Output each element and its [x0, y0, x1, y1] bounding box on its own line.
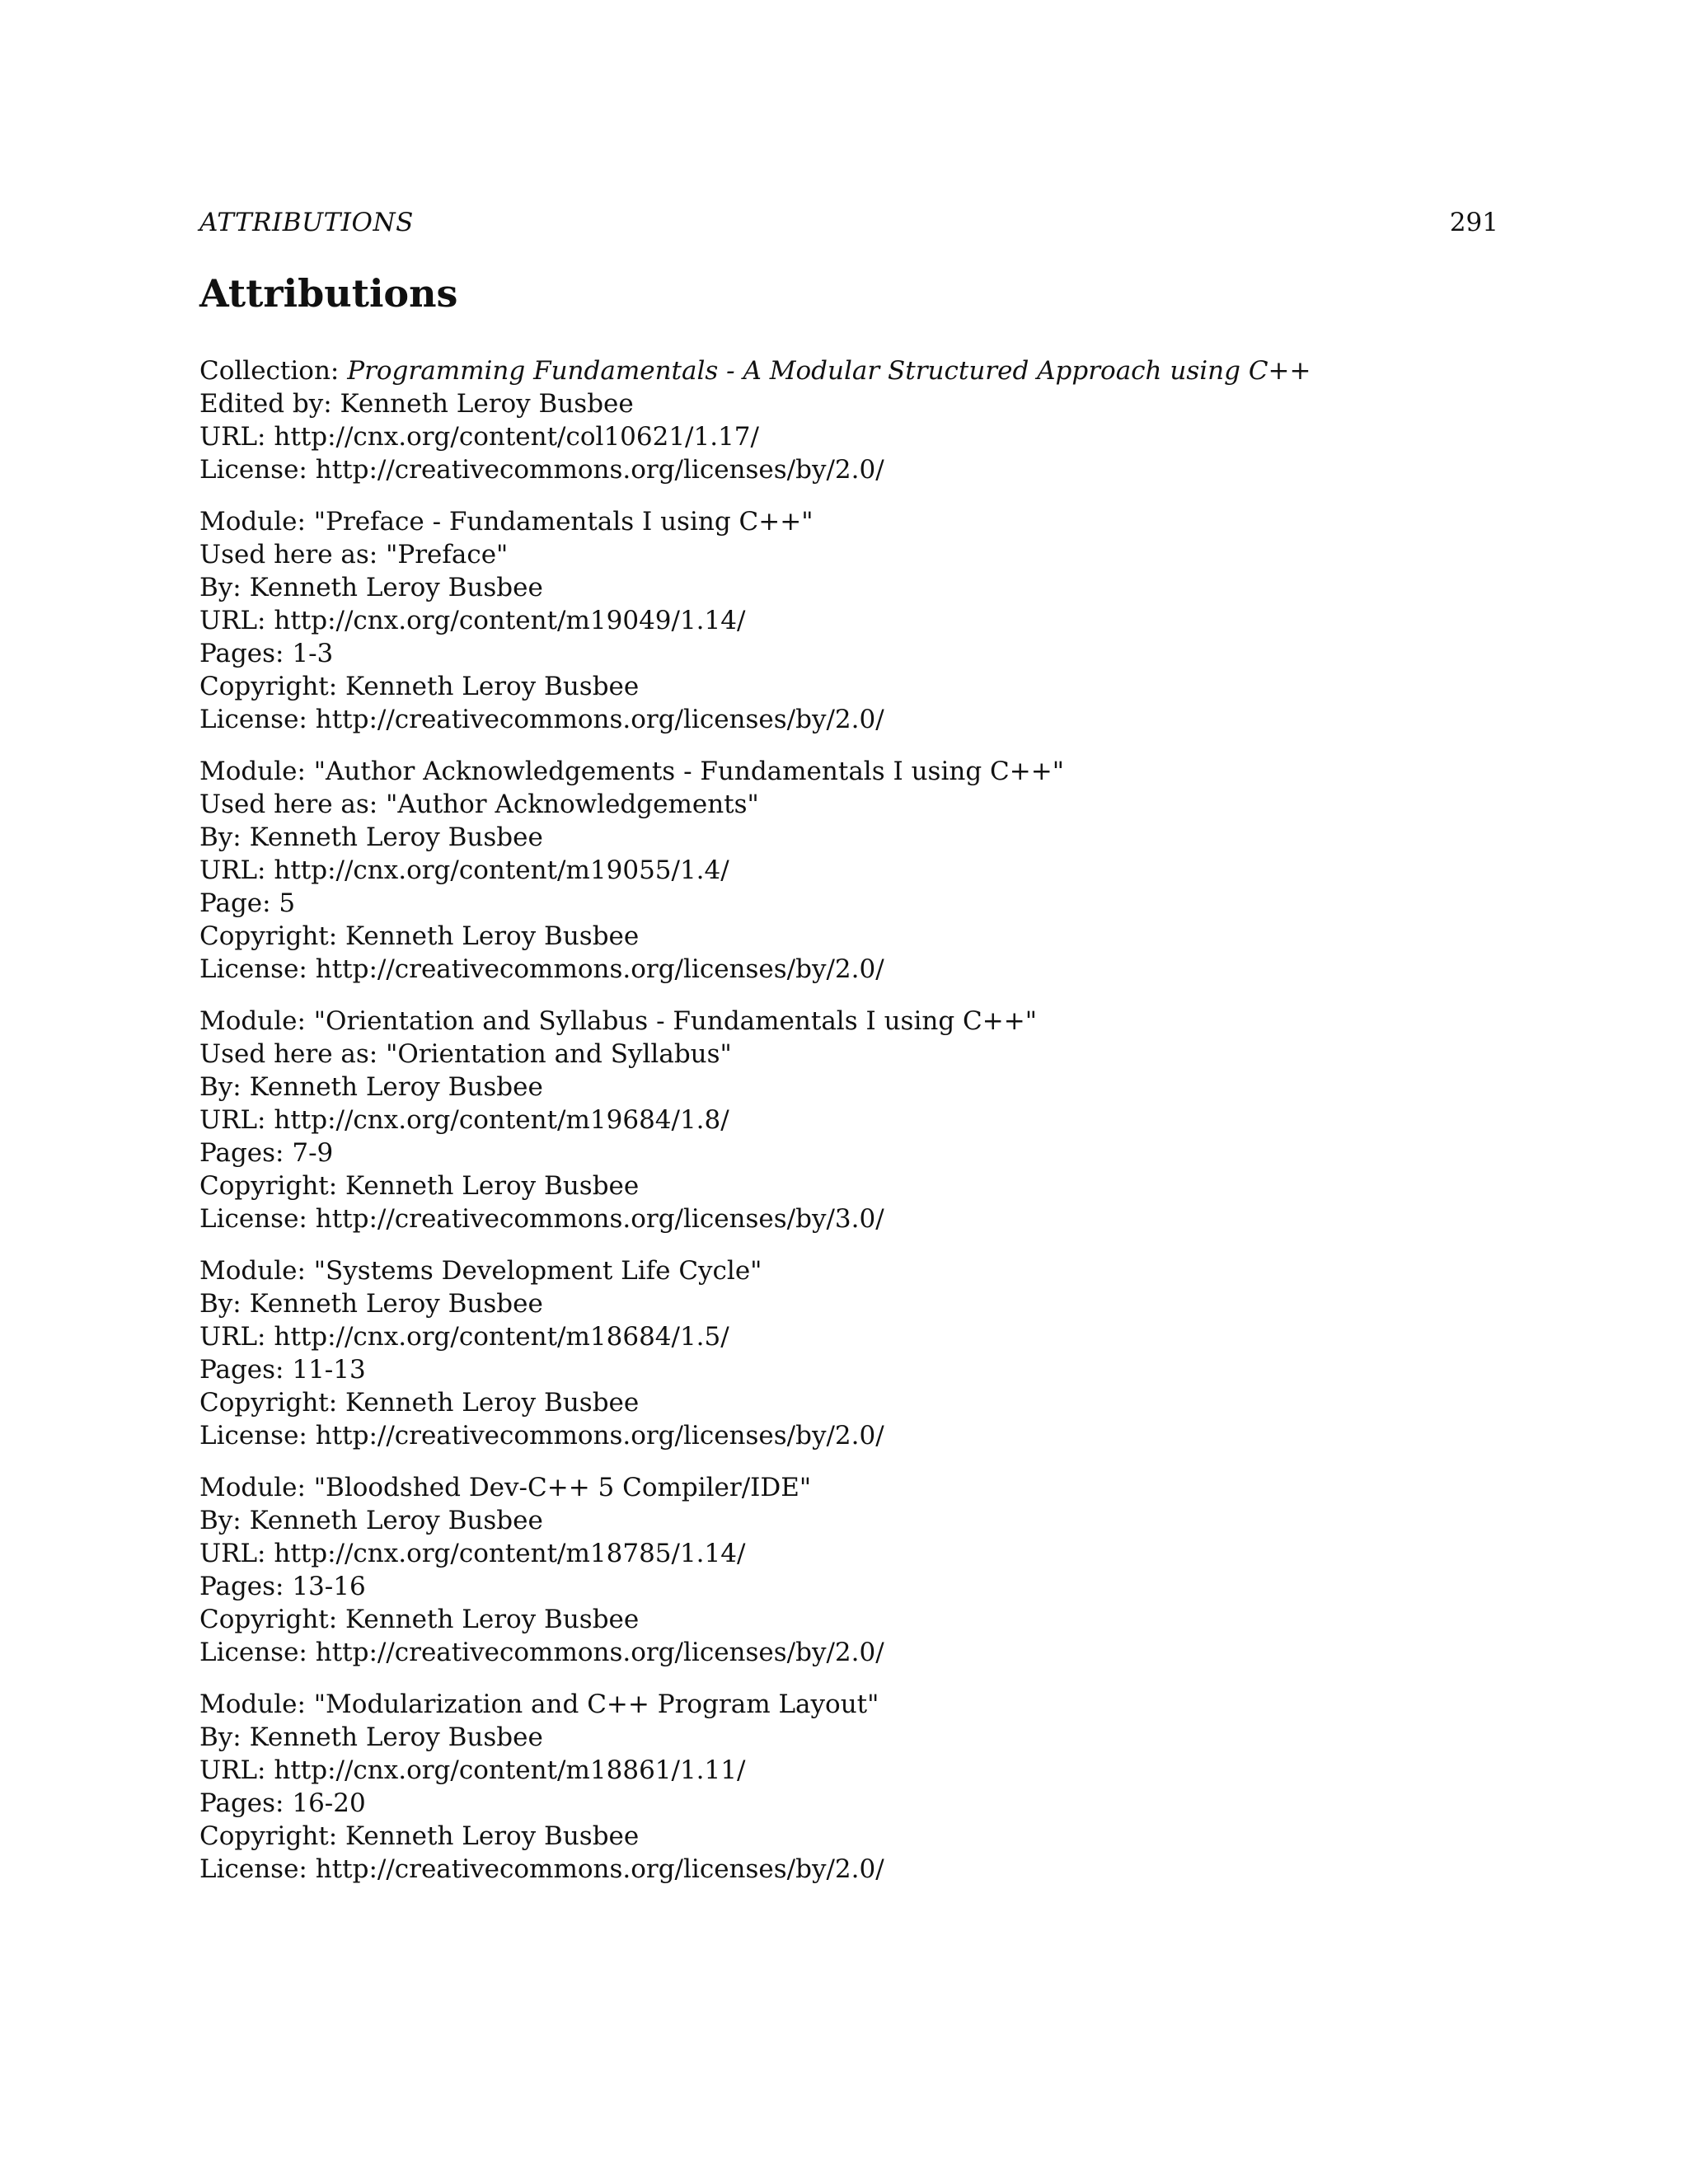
module-title: Module: "Modularization and C++ Program Layout": [199, 1690, 879, 1719]
module-used-as: Used here as: "Author Acknowledgements": [199, 790, 759, 819]
page-title: Attributions: [199, 271, 458, 316]
module-pages: Pages: 16-20: [199, 1788, 366, 1818]
module-license: License: http://creativecommons.org/licenses/by/2.0/: [199, 1421, 884, 1451]
module-title: Module: "Preface - Fundamentals I using C++": [199, 507, 814, 537]
module-license: License: http://creativecommons.org/licenses/by/2.0/: [199, 705, 884, 734]
module-license: License: http://creativecommons.org/licenses/by/3.0/: [199, 1204, 884, 1234]
module-license: License: http://creativecommons.org/licenses/by/2.0/: [199, 1854, 884, 1884]
module-copyright: Copyright: Kenneth Leroy Busbee: [199, 1171, 640, 1201]
module-copyright: Copyright: Kenneth Leroy Busbee: [199, 1605, 640, 1634]
module-url: URL: http://cnx.org/content/m19049/1.14/: [199, 606, 746, 635]
module-url: URL: http://cnx.org/content/m18861/1.11/: [199, 1755, 746, 1785]
collection-entry: [199, 354, 1502, 486]
module-entry-acknowledgements: [199, 755, 1502, 986]
module-author: By: Kenneth Leroy Busbee: [199, 1722, 543, 1752]
module-license: License: http://creativecommons.org/licenses/by/2.0/: [199, 1638, 884, 1667]
module-author: By: Kenneth Leroy Busbee: [199, 1289, 543, 1319]
module-pages: Pages: 7-9: [199, 1138, 334, 1168]
module-title: Module: "Orientation and Syllabus - Fundamentals I using C++": [199, 1006, 1037, 1036]
collection-title: Programming Fundamentals - A Modular Structured Approach using C++: [347, 356, 1311, 386]
collection-label: Collection:: [199, 356, 348, 386]
module-copyright: Copyright: Kenneth Leroy Busbee: [199, 672, 640, 701]
module-pages: Pages: 13-16: [199, 1572, 366, 1601]
module-url: URL: http://cnx.org/content/m18684/1.5/: [199, 1322, 729, 1352]
module-pages: Pages: 1-3: [199, 639, 334, 668]
module-entry-orientation: [199, 1005, 1502, 1235]
module-entry-sdlc: [199, 1254, 1502, 1452]
module-entry-modularization: [199, 1688, 1502, 1886]
collection-url: URL: http://cnx.org/content/col10621/1.17/: [199, 422, 759, 452]
module-author: By: Kenneth Leroy Busbee: [199, 823, 543, 852]
module-author: By: Kenneth Leroy Busbee: [199, 573, 543, 602]
module-title: Module: "Bloodshed Dev-C++ 5 Compiler/IDE": [199, 1473, 812, 1502]
collection-editor: Edited by: Kenneth Leroy Busbee: [199, 389, 634, 419]
module-copyright: Copyright: Kenneth Leroy Busbee: [199, 1388, 640, 1418]
module-url: URL: http://cnx.org/content/m19055/1.4/: [199, 855, 729, 885]
collection-line: [199, 354, 1502, 387]
module-copyright: Copyright: Kenneth Leroy Busbee: [199, 921, 640, 951]
collection-license: License: http://creativecommons.org/licenses/by/2.0/: [199, 455, 884, 485]
module-author: By: Kenneth Leroy Busbee: [199, 1506, 543, 1535]
module-used-as: Used here as: "Preface": [199, 540, 509, 569]
module-entry-preface: [199, 505, 1502, 736]
module-url: URL: http://cnx.org/content/m18785/1.14/: [199, 1539, 746, 1568]
running-title: ATTRIBUTIONS: [199, 208, 414, 237]
running-header: [199, 204, 1498, 241]
module-url: URL: http://cnx.org/content/m19684/1.8/: [199, 1105, 729, 1135]
module-title: Module: "Systems Development Life Cycle": [199, 1256, 762, 1286]
module-pages: Pages: 11-13: [199, 1355, 366, 1385]
module-title: Module: "Author Acknowledgements - Fundamentals I using C++": [199, 757, 1064, 786]
module-used-as: Used here as: "Orientation and Syllabus": [199, 1039, 732, 1069]
attribution-list: [199, 354, 1502, 1905]
page-number: 291: [1449, 208, 1498, 237]
module-pages: Page: 5: [199, 888, 296, 918]
module-copyright: Copyright: Kenneth Leroy Busbee: [199, 1821, 640, 1851]
module-license: License: http://creativecommons.org/licenses/by/2.0/: [199, 954, 884, 984]
module-entry-bloodshed: [199, 1471, 1502, 1669]
module-author: By: Kenneth Leroy Busbee: [199, 1072, 543, 1102]
